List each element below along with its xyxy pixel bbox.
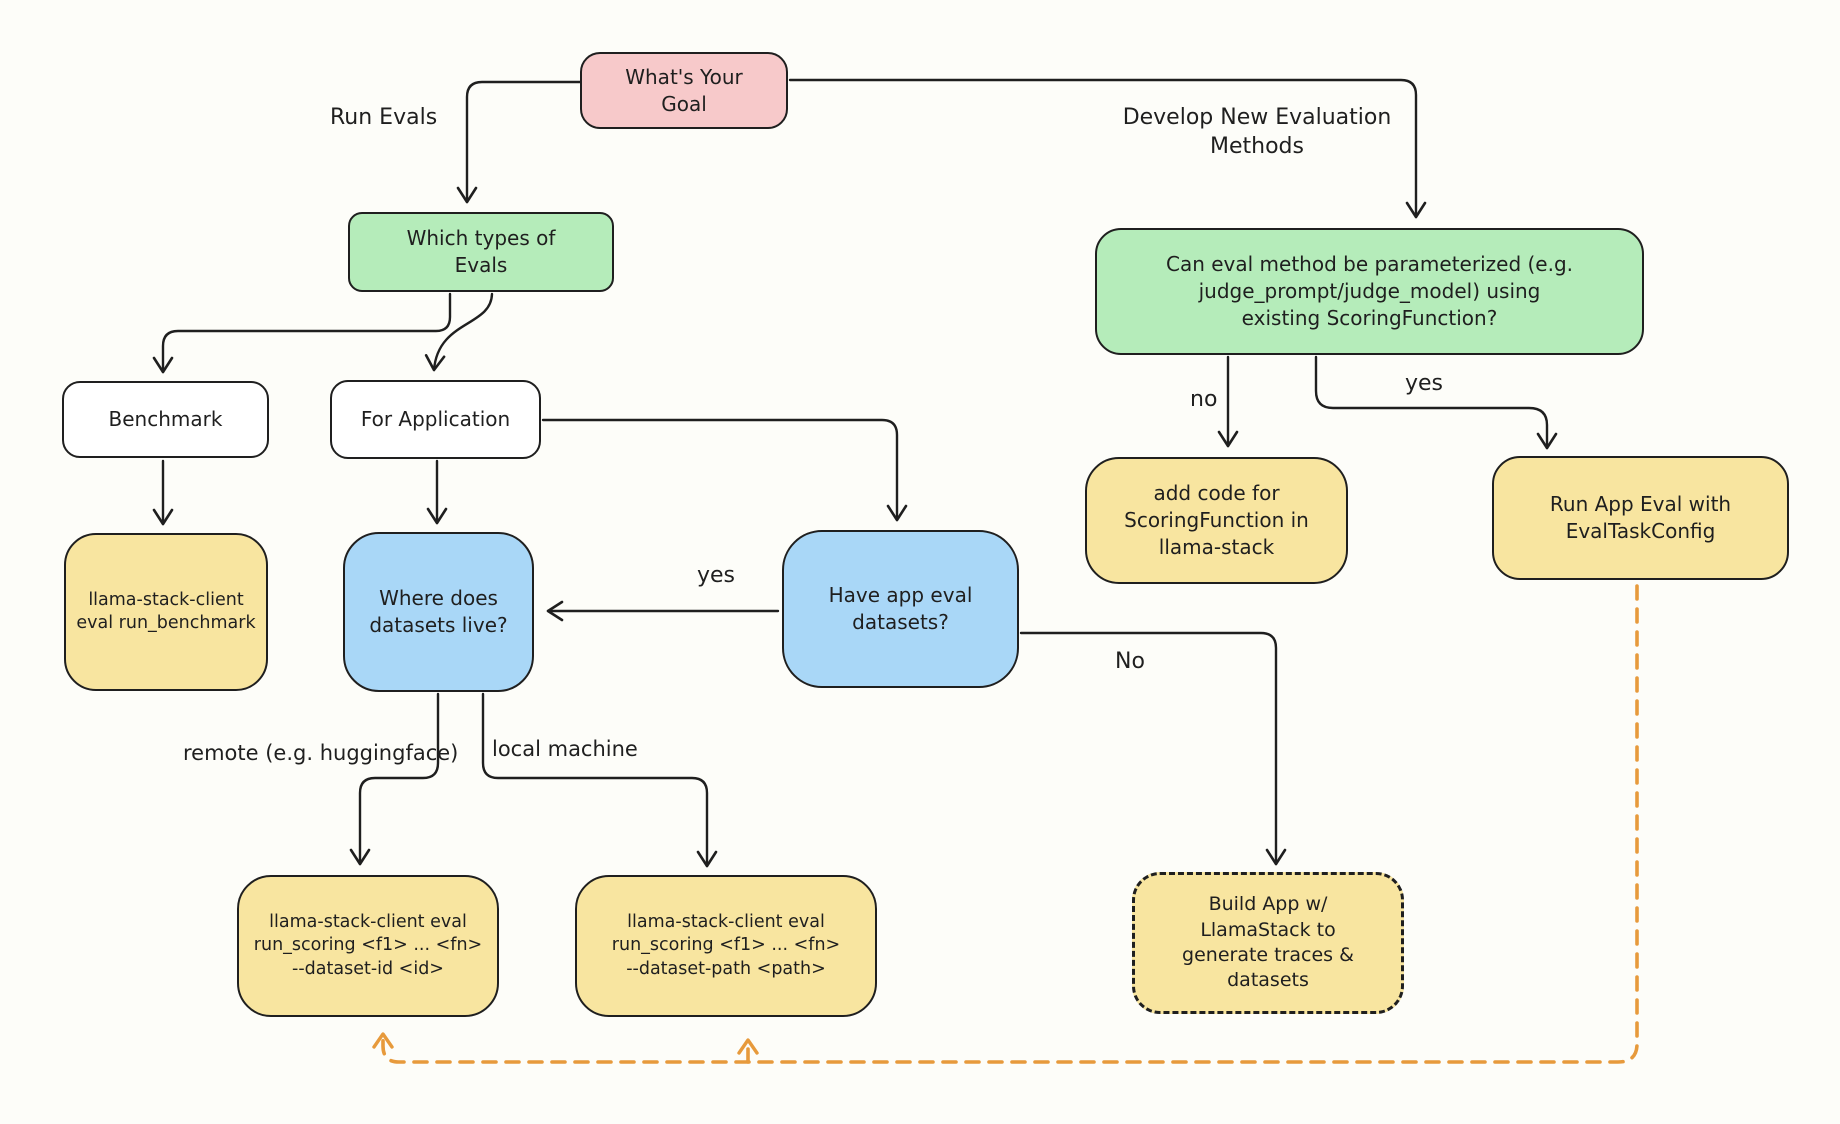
node-can-eval-method-be-parameterized <box>1095 228 1644 355</box>
node-label: Evals <box>454 253 508 277</box>
node-label: Where does <box>379 586 498 611</box>
edge-label-develop-new-evaluation-methods: Develop New Evaluation Methods <box>1122 105 1392 159</box>
node-label: datasets? <box>852 610 949 634</box>
node-label: Run App Eval with <box>1549 492 1732 517</box>
node-label: run_scoring <f1> ... <fn> <box>611 935 841 956</box>
node-label: llama-stack-client eval <box>627 911 825 932</box>
node-label: What's Your <box>625 64 743 89</box>
node-run-benchmark-command <box>64 533 268 691</box>
node-label: Goal <box>661 91 707 116</box>
node-label: --dataset-path <path> <box>626 958 826 979</box>
node-label: llama-stack <box>1158 534 1275 559</box>
edge-label-no-parameterized: no <box>1190 387 1218 412</box>
node-label: llama-stack-client <box>88 589 244 610</box>
edge-where-remote-to-scoring-id <box>360 694 438 864</box>
node-which-types-of-evals <box>348 212 614 292</box>
node-run-scoring-dataset-path <box>575 875 877 1017</box>
node-run-app-eval-with-evaltaskconfig <box>1492 456 1789 580</box>
edge-label-no-have-datasets: No <box>1115 649 1145 674</box>
edge-goal-to-which-types <box>467 82 582 202</box>
node-label: generate traces & <box>1182 944 1354 966</box>
node-label: datasets <box>1227 969 1309 992</box>
edge-which-types-to-for-application <box>434 294 492 370</box>
node-label: judge_prompt/judge_model) using <box>1198 279 1541 304</box>
node-benchmark <box>62 381 269 458</box>
node-label: eval run_benchmark <box>76 613 256 633</box>
node-label: Benchmark <box>108 407 223 432</box>
edge-have-no-to-build-app <box>1021 633 1276 864</box>
edge-label-remote-huggingface: remote (e.g. huggingface) <box>183 741 459 765</box>
node-run-scoring-dataset-id <box>237 875 499 1017</box>
node-label: Build App w/ <box>1208 893 1328 916</box>
node-label: For Application <box>360 407 511 432</box>
node-label: ScoringFunction in <box>1124 508 1309 533</box>
node-label: add code for <box>1153 481 1280 506</box>
node-whats-your-goal <box>580 52 788 129</box>
node-for-application <box>330 380 541 459</box>
node-build-app-with-llamastack <box>1132 872 1404 1014</box>
node-label: Can eval method be parameterized (e.g. <box>1165 252 1574 277</box>
node-label: --dataset-id <id> <box>292 958 444 979</box>
edge-where-local-to-scoring-path <box>483 694 707 866</box>
node-label: Which types of <box>406 226 556 251</box>
node-label: existing ScoringFunction? <box>1241 305 1498 330</box>
edge-label-local-machine: local machine <box>492 737 638 761</box>
node-label: run_scoring <f1> ... <fn> <box>253 935 483 956</box>
node-label: llama-stack-client eval <box>269 911 467 932</box>
node-have-app-eval-datasets <box>782 530 1019 688</box>
edge-label-yes-have-datasets: yes <box>697 563 736 588</box>
node-add-code-for-scoringfunction <box>1085 457 1348 584</box>
edge-which-types-to-benchmark <box>163 294 450 372</box>
node-where-does-datasets-live <box>343 532 534 692</box>
edge-label-yes-parameterized: yes <box>1405 371 1444 396</box>
node-label: datasets live? <box>369 613 508 637</box>
edge-for-application-to-have <box>543 420 897 520</box>
node-label: Have app eval <box>828 583 973 608</box>
node-label: EvalTaskConfig <box>1565 519 1716 543</box>
edge-label-run-evals: Run Evals <box>330 105 438 130</box>
node-label: LlamaStack to <box>1200 918 1336 941</box>
